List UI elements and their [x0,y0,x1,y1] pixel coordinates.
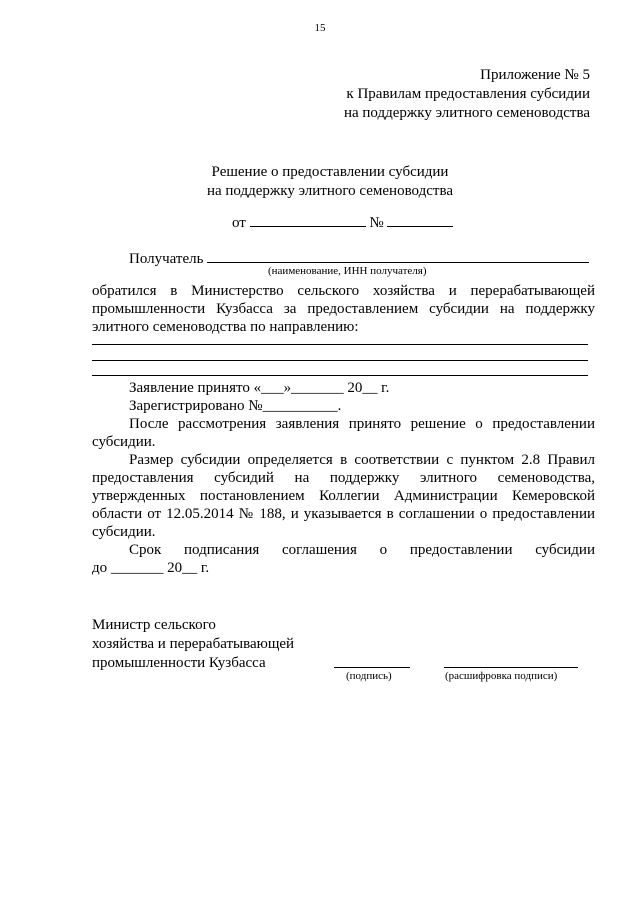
decision-line-1: После рассмотрения заявления принято решение о предоставлении [129,416,595,432]
direction-blank-line-1 [92,344,588,345]
application-block [92,379,595,577]
appendix-header [300,66,590,123]
signatory-line-3: промышленности Кузбасса [92,655,266,671]
signature-blank [334,667,410,668]
signatory-line-2: хозяйства и перерабатывающей [92,636,295,652]
appendix-purpose: на поддержку элитного семеноводства [343,105,590,121]
amount-line-5: субсидии. [92,524,156,540]
signatory-block [92,616,294,673]
date-number-line [232,214,453,232]
title-line-1: Решение о предоставлении субсидии [211,164,449,180]
signature-label: (подпись) [346,670,392,682]
amount-line-1: Размер субсидии определяется в соответствии с пунктом 2.8 Правил [129,452,595,468]
page-number: 15 [314,22,326,34]
appendix-number: Приложение № 5 [480,67,590,83]
term-line-2: до _______ 20__ г. [92,560,210,576]
paragraph-applied-line-3: элитного семеноводства по направлению: [92,319,359,335]
decision-line-2: субсидии. [92,434,156,450]
amount-line-3: утвержденных постановлением Коллегии Администрации Кемеровской [92,488,595,504]
title-line-2: на поддержку элитного семеноводства [206,183,454,199]
paragraph-applied [92,282,595,336]
signatory-line-1: Министр сельского [92,617,216,633]
number-blank [387,214,453,227]
direction-blank-line-2 [92,360,588,361]
date-label: от [232,215,246,231]
paragraph-applied-line-2: промышленности Кузбасса за предоставлением субсидии на поддержку [92,301,595,317]
signature-decode-blank [444,667,578,668]
registered-number: Зарегистрировано №__________. [129,398,342,414]
application-accepted: Заявление принято «___»_______ 20__ г. [129,380,390,396]
direction-blank-line-3 [92,375,588,376]
recipient-blank [207,250,589,263]
recipient-hint: (наименование, ИНН получателя) [268,265,427,277]
term-line-1: Срок подписания соглашения о предоставлении субсидии [129,542,595,558]
document-title [0,163,640,201]
amount-line-4: области от 12.05.2014 № 188, и указывается в соглашении о предоставлении [92,506,595,522]
signature-decode-label: (расшифровка подписи) [445,670,558,682]
recipient-label: Получатель [129,251,204,267]
paragraph-applied-line-1: обратился в Министерство сельского хозяйства и перерабатывающей [92,283,595,299]
amount-line-2: предоставления субсидий на поддержку элитного семеноводства, [92,470,595,486]
number-label: № [369,215,384,231]
appendix-rules-ref: к Правилам предоставления субсидии [346,86,590,102]
date-blank [250,214,366,227]
